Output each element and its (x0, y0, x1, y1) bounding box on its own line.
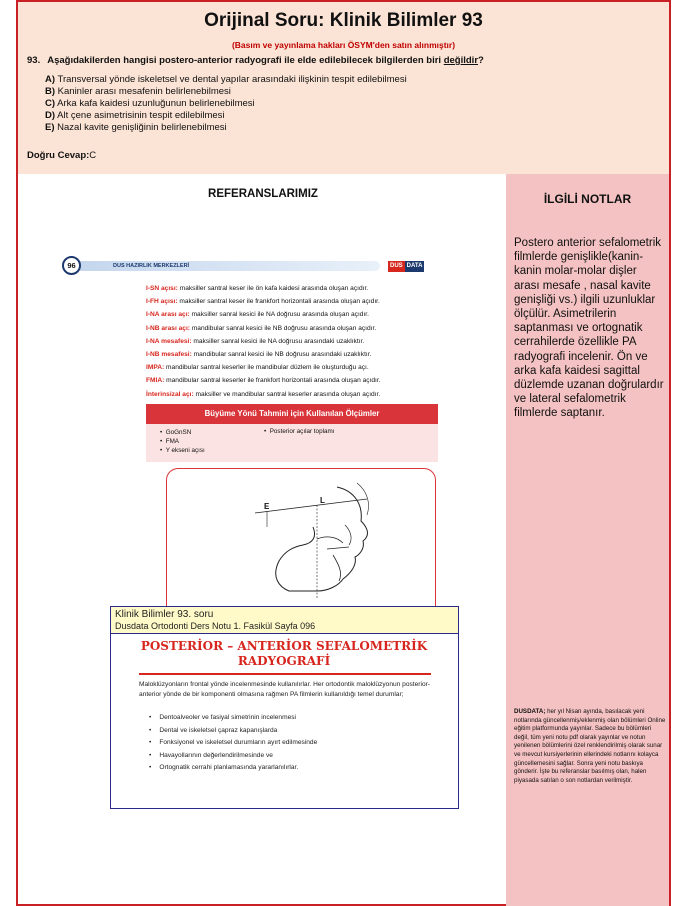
definition-key: I-FH açısı: (146, 298, 178, 306)
reference-page-scan (58, 252, 440, 607)
page-frame (16, 0, 671, 906)
definition-key: I-SN açısı: (146, 285, 178, 292)
option-letter: D) (45, 110, 56, 121)
question-underlined: değildir (443, 55, 479, 66)
reference-page-scan-2 (110, 634, 459, 809)
logo-part-data: DATA (405, 261, 425, 272)
references-title: REFERANSLARIMIZ (208, 188, 318, 200)
correct-answer (27, 150, 96, 161)
usage-list (149, 712, 317, 775)
disclaimer-label: DUSDATA; (514, 708, 546, 715)
growth-item: • GoGnSN (160, 429, 192, 436)
definition-text: maksiller ve mandibular santral keserler arasında oluşan açıdır. (193, 390, 381, 398)
reference-caption (110, 606, 459, 634)
notes-column (506, 174, 669, 906)
definition-key: I-NB arası açı: (146, 324, 190, 332)
option-text: Transversal yönde iskeletsel ve dental yapılar arasındaki ilişkinin tespit edilebilmesi (57, 74, 407, 85)
growth-item-text: Y ekseni açısı (165, 447, 205, 454)
list-item: • Dentoalveoler ve fasiyal simetrinin incelenmesi (149, 712, 317, 725)
definition-text: mandibular sanral kesici ile NB doğrusu arasındaki uzaklıktır. (191, 351, 372, 359)
growth-item: • FMA (160, 438, 180, 445)
growth-item-text: GoGnSN (165, 429, 192, 436)
definition-item (146, 335, 381, 348)
section-title (111, 639, 457, 669)
question-text: Aşağıdakilerden hangisi postero-anterior radyografi ile elde edilebilecek bilgilerden biri (47, 55, 444, 66)
section-title-line: POSTERİOR – ANTERİOR SEFALOMETRİK (140, 639, 428, 653)
growth-item-text: FMA (165, 438, 180, 445)
section-paragraph: Maloklüzyonların frontal yönde incelenmesinde kullanılırlar. Her ortodontik maloklüzyonun posterior-anterior yönde de bir komponenti olmasına rağmen PA filmlerin kullanıldığı temel durumlar; (139, 681, 431, 698)
notes-title: İLGİLİ NOTLAR (543, 192, 632, 206)
definition-item (146, 348, 381, 361)
option-letter: A) (45, 74, 56, 85)
definition-text: mandibular santral keserler ile frankfort horizontali arasında oluşan açıdır. (164, 377, 381, 385)
skull-profile-drawing (167, 469, 437, 608)
definition-item (146, 374, 381, 387)
logo-part-dus: DUS (388, 261, 405, 272)
point-label-e: E (264, 502, 270, 511)
definition-key: FMIA: (146, 377, 165, 385)
options-list (45, 74, 407, 134)
question-stem (27, 55, 484, 66)
option-b (45, 86, 407, 98)
answer-label: Doğru Cevap: (27, 150, 90, 161)
definition-item (146, 322, 381, 335)
growth-item-text: Posterior açılar toplamı (269, 428, 335, 435)
growth-box-title: Büyüme Yönü Tahmini için Kullanılan Ölçümler (146, 404, 438, 424)
question-end: ? (478, 55, 484, 66)
option-a (45, 74, 407, 86)
definition-key: I-NA arası açı: (146, 311, 190, 319)
definition-key: I-NB mesafesi: (146, 351, 192, 359)
option-c (45, 98, 407, 110)
definition-item (146, 308, 381, 321)
definition-text: mandibular sanral kesici ile NB doğrusu arasında oluşan açıdır. (189, 324, 377, 332)
option-d (45, 110, 407, 122)
caption-question: Klinik Bilimler 93. soru (115, 609, 214, 620)
cephalometric-figure (166, 468, 436, 607)
question-number: 93. (27, 55, 41, 66)
page-number-badge: 96 (62, 256, 81, 275)
growth-box-right: • Posterior açılar toplamı (264, 428, 335, 435)
section-title-line: RADYOGRAFİ (237, 654, 331, 668)
copyright-note: (Basım ve yayınlama hakları ÖSYM'den satın alınmıştır) (231, 40, 456, 50)
definition-key: I-NA mesafesi: (146, 337, 192, 345)
option-letter: B) (45, 86, 56, 97)
list-item: • Dental ve iskeletsel çapraz kapanışlarda (149, 725, 317, 738)
definition-text: maksiller sanral kesici ile NA doğrusu arasında oluşan açıdır. (189, 311, 369, 319)
definition-item (146, 282, 381, 295)
caption-source: Dusdata Ortodonti Ders Notu 1. Fasikül Sayfa 096 (115, 621, 316, 631)
page-title: Orijinal Soru: Klinik Bilimler 93 (204, 10, 483, 31)
growth-item: • Y ekseni açısı (160, 447, 205, 454)
option-letter: C) (45, 98, 56, 109)
definition-key: IMPA: (146, 364, 165, 372)
dusdata-logo (388, 254, 434, 276)
definition-text: maksiller santral keser ile ön kafa kaidesi arasında oluşan açıdır. (177, 285, 369, 292)
option-text: Nazal kavite genişliğinin belirlenebilmesi (57, 122, 227, 133)
definition-text: maksiller sanral kesici ile NA doğrusu arasındaki uzaklıktır. (191, 337, 365, 345)
page-header-text: DUS HAZIRLIK MERKEZLERİ (113, 263, 190, 269)
list-item: • Havayollarının değerlendirilmesinde ve (149, 750, 317, 763)
growth-box (146, 424, 438, 462)
question-block (18, 2, 669, 174)
option-e (45, 122, 407, 134)
notes-disclaimer (514, 708, 666, 785)
definition-text: maksiller santral keser ile frankfort horizontali arasında oluşan açıdır. (177, 298, 380, 306)
option-text: Kaninler arası mesafenin belirlenebilmesi (57, 86, 231, 97)
definition-key: İnterinsizal açı: (146, 390, 194, 398)
option-letter: E) (45, 122, 55, 133)
definition-item (146, 361, 381, 374)
answer-value: C (89, 150, 97, 161)
title-divider (139, 673, 431, 675)
option-text: Alt çene asimetrisinin tespit edilebilmesi (57, 110, 225, 121)
definition-item (146, 388, 381, 401)
list-item: • Ortognatik cerrahi planlamasında yararlanılırlar. (149, 762, 317, 775)
notes-body: Postero anterior sefalometrik filmlerde genişlikle(kanin-kanin molar-molar dişler arası mesafe , nasal kavite genişliği vs.) ilgili uzunluklar ölçülür. Asimetrilerin saptanması ve ortognatik cerrahilerde özellikle PA radyografi incelenir. Ön ve arka kafa kaidesi sagittal düzlemde uzanan doğrulardır ve lateral sefalometrik filmlerde saptanır. (514, 237, 664, 420)
definitions-list (146, 282, 381, 401)
option-text: Arka kafa kaidesi uzunluğunun belirlenebilmesi (57, 98, 255, 109)
definition-text: mandibular santral keserler ile mandibular düzlem ile oluşturduğu açı. (164, 364, 369, 372)
disclaimer-text: her yıl Nisan ayında, basılacak yeni notlarında güncellenmiş/eklenmiş olan bölümleri Online eğitim platformunda yayınlar. Sadece bu bölümleri değil, tüm yeni notu pdf olarak yayınlar ve notun yenilenen bölümlerini özel renklendirilmiş olarak sunar ve mevcut kursiyerlerinin ellerindeki notlarını kolayca güncellemesini sağlar. Sonra yeni notu baskıya gönderir. İşte bu referanslar basılmış olan, halen piyasada satılan o son notlardan verilmiştir. (514, 708, 666, 784)
growth-box-left (160, 428, 205, 455)
point-label-l: L (320, 496, 325, 505)
list-item: • Fonksiyonel ve iskeletsel durumların ayırt edilmesinde (149, 737, 317, 750)
definition-item (146, 295, 381, 308)
